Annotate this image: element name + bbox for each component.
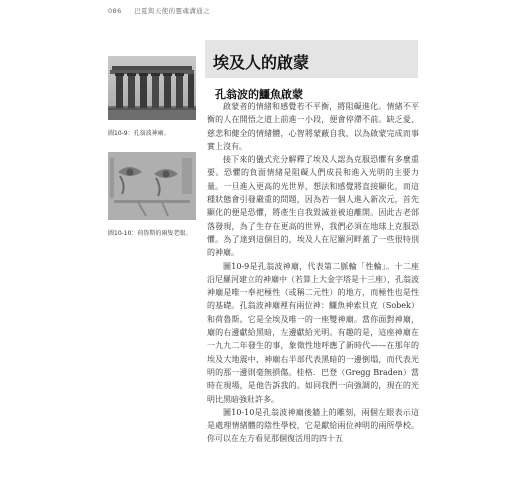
figure-caption-1: 圖10-9：孔翁波神廟。 [108,130,170,137]
section-title: 埃及人的啟蒙 [213,53,310,72]
paragraph: 圖10-9是孔翁波神廟，代表第二脈輪「性輪」。十二座沿尼羅河建立的神廟中（若算上大金字塔是十三座），孔翁波神廟是唯一奉祀極性（或稱二元性）的地方，而極性也是性的基礎。孔翁波神廟裡有兩位神：鱷魚神索貝克（Sobek）和荷魯斯。它是全埃及唯一的一座雙神廟。當你面對神廟，廟的右邊獻給黑暗，左邊獻給光明。有趣的是，這座神廟在一九九二年發生的事，象徵性地呼應了新時代——在那年的埃及大地震中，神廟右半部代表黑暗的一邊倒塌，而代表光明的那一邊則毫無損傷。桂格．巴登（Gregg Braden）當時在現場，是他告訴我的。如同我們一向強調的，現在的光明比黑暗強壯許多。 [207,261,419,404]
temple-photo [108,56,196,120]
page-number: 086 [108,7,122,15]
relief-illustration [108,152,196,220]
running-title: 巴夏與天使的靈魂溝通之 [134,7,210,15]
temple-illustration [108,56,196,120]
section-subtitle: 孔翁波的鱷魚啟蒙 [215,88,303,101]
body-text [207,100,419,446]
paragraph: 啟蒙者的情緒和感覺若不平衡，將阻礙進化。情緒不平衡的人在開悟之道上前進一小段，便會停滯不前。缺乏愛、慈悲和健全的情緒體，心智將蒙蔽自我，以為啟蒙完成而事實上沒有。 [207,102,419,151]
relief-photo [108,152,196,220]
figure-caption-2: 圖10-10：荷魯斯的兩隻老眼。 [108,230,192,237]
running-header [108,6,220,15]
paragraph: 接下來的儀式充分解釋了埃及人認為克服恐懼有多麼重要。恐懼的負面情緒是阻礙人們成長和進入光明的主要力量。一旦進入更高的光世界，想法和感覺將直接顯化，而這種狀態會引發嚴重的問題，因為若一個人進入新次元，首先顯化的便是恐懼，將產生自我毀滅並被迫離開。因此古老部落發現，為了生存在更高的世界，我們必須在地球上克服恐懼。為了達到這個目的，埃及人在尼羅河畔蓋了一些很特別的神廟。 [207,155,419,258]
paragraph: 圖10-10是孔翁波神廟後牆上的雕刻，兩個左眼表示這是處理情緒體的陰性學校，它是獻給兩位神明的兩所學校。你可以在左方看見那個復活用的四十五 [207,407,419,444]
